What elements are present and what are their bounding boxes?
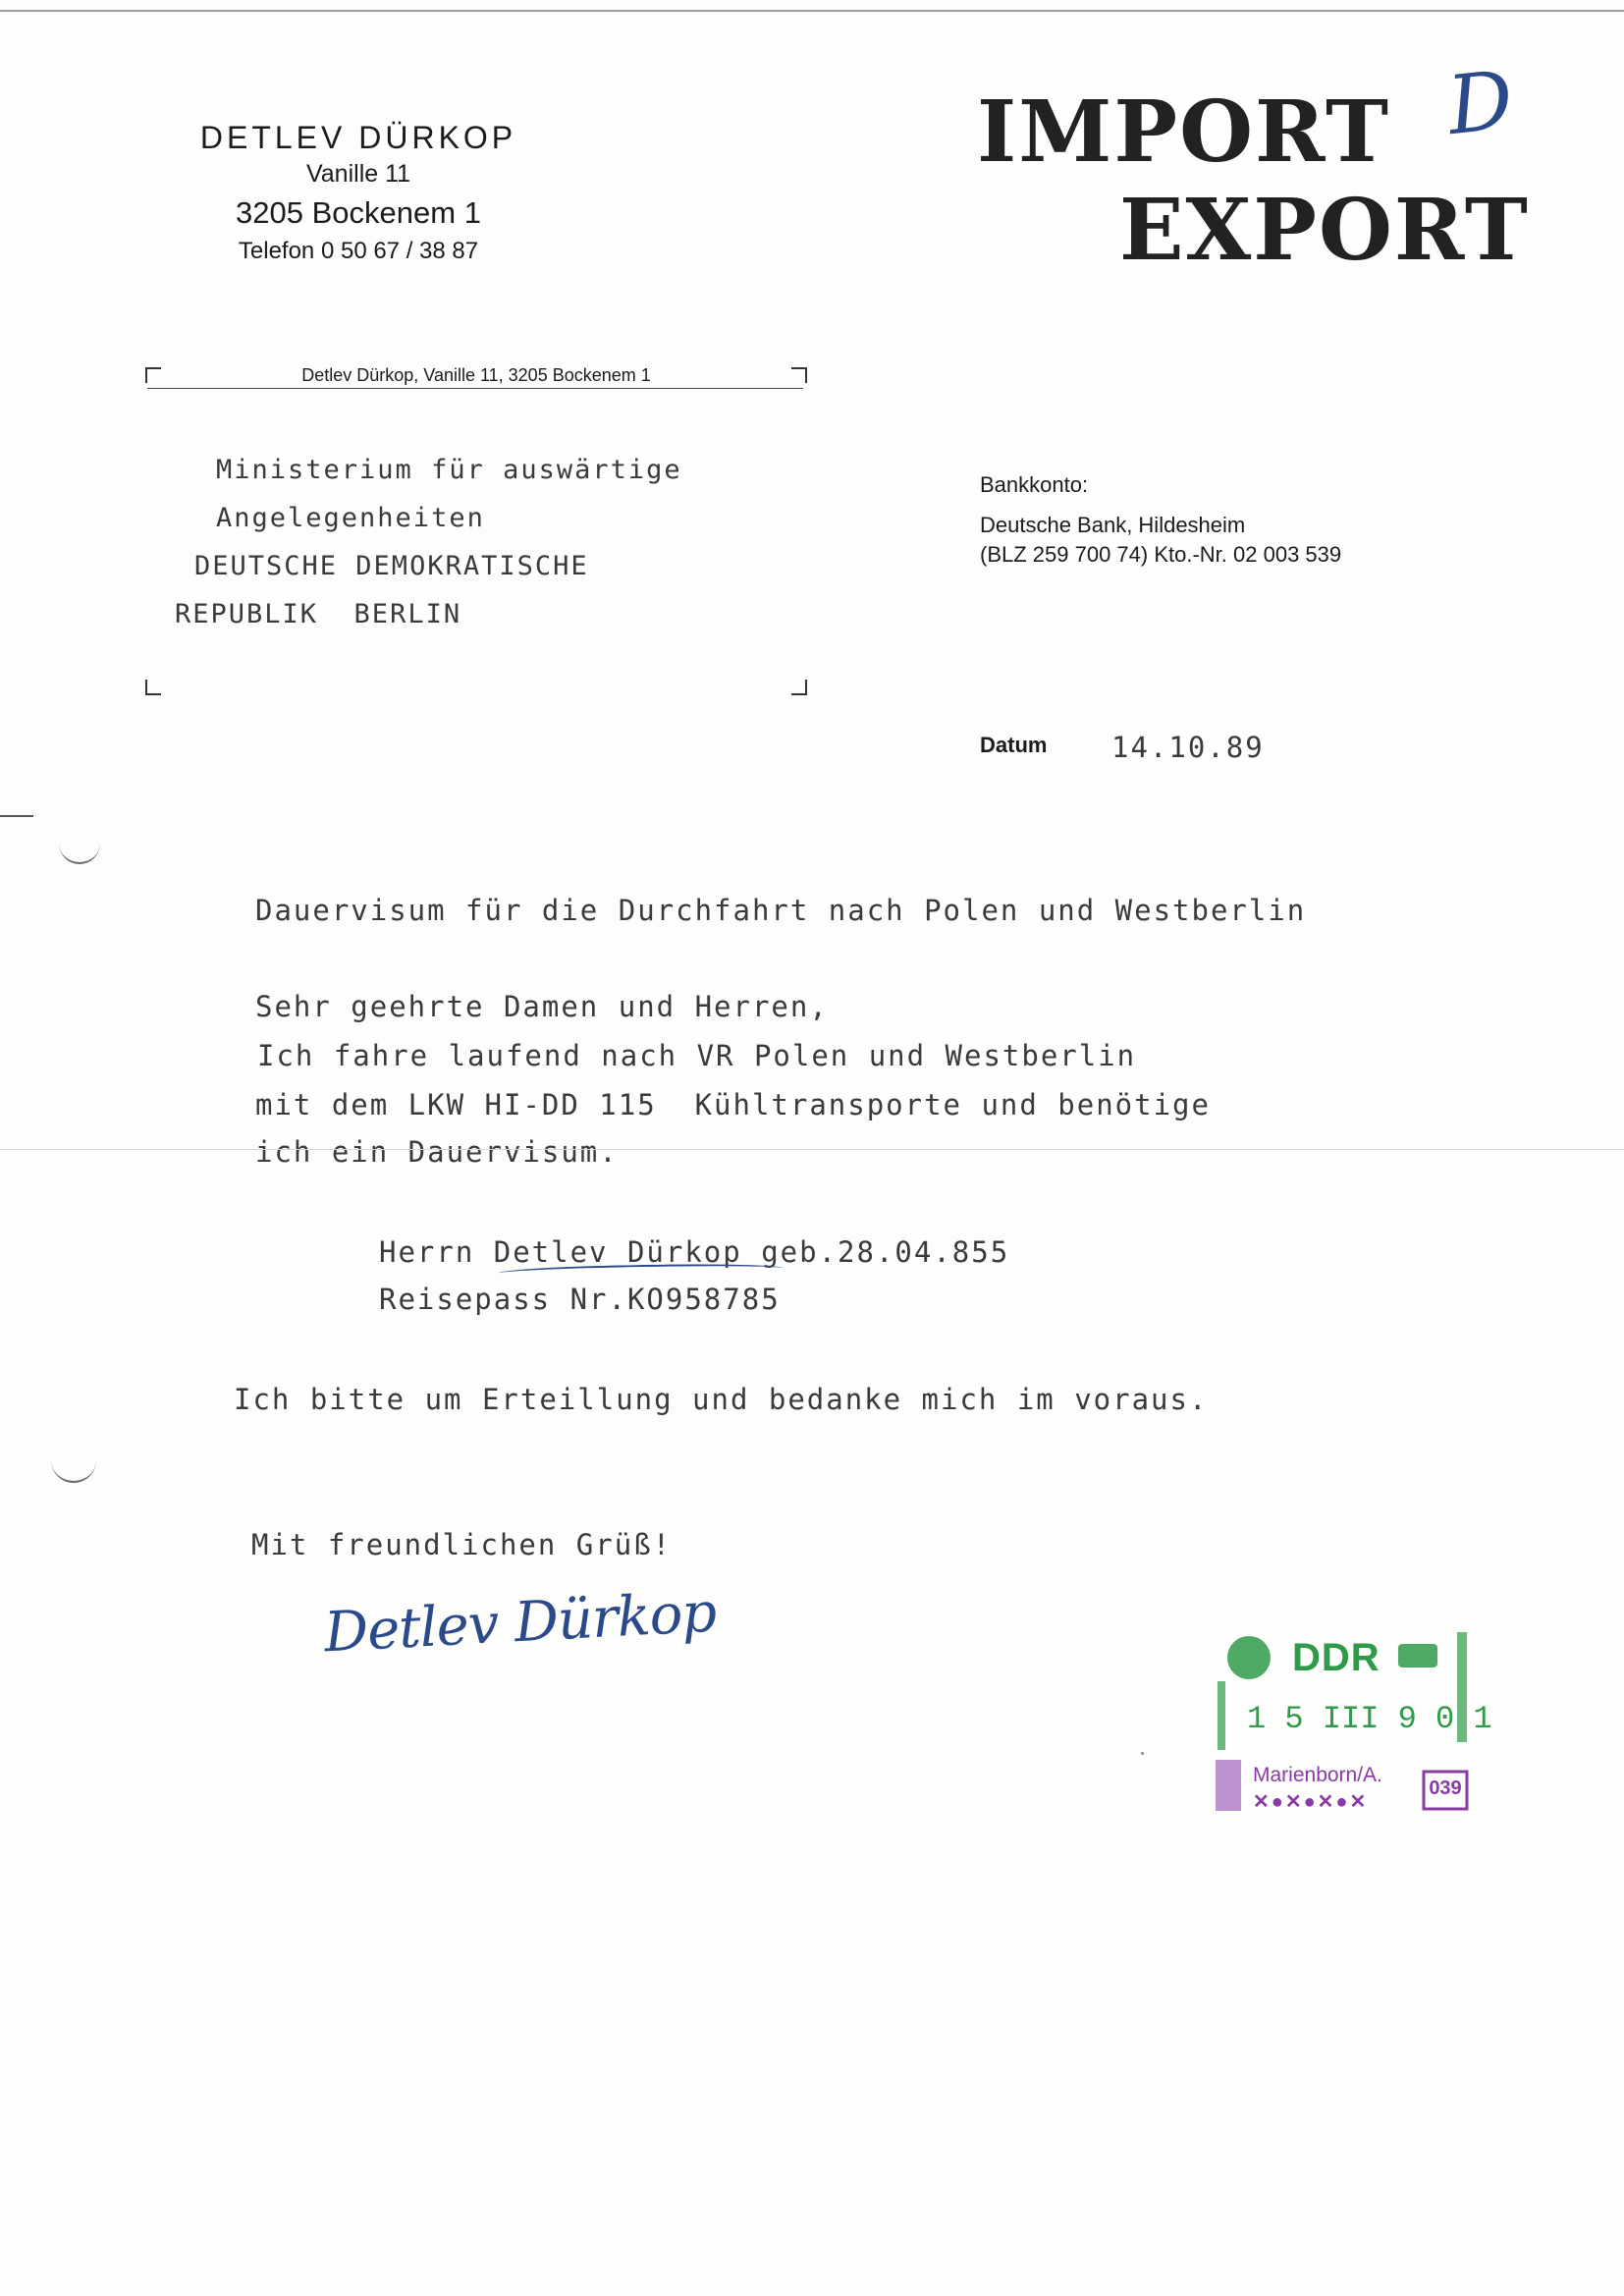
fold-mark — [0, 815, 33, 817]
passport-line: Reisepass Nr.KO958785 — [379, 1283, 781, 1316]
stamp-emblem — [1227, 1636, 1271, 1679]
sender-city: 3205 Bockenem 1 — [236, 195, 481, 230]
person-line: Herrn Detlev Dürkop geb.28.04.855 — [379, 1235, 1010, 1269]
letter-subject: Dauervisum für die Durchfahrt nach Polen und Westberlin — [255, 894, 1307, 927]
stamp-left-bar — [1218, 1681, 1225, 1750]
date-label: Datum — [980, 733, 1048, 757]
title-import: IMPORT — [977, 82, 1390, 182]
return-address-underline — [147, 388, 803, 389]
stamp-number: 039 — [1429, 1777, 1462, 1799]
body-line-1: Ich fahre laufend nach VR Polen und Westberlin — [257, 1039, 1137, 1072]
punch-hole-top — [59, 827, 100, 864]
closing: Mit freundlichen Grüß! — [251, 1528, 673, 1561]
recipient-line-1: Ministerium für auswärtige — [216, 455, 682, 485]
punch-hole-bottom — [51, 1446, 96, 1483]
sender-street: Vanille 11 — [305, 160, 411, 188]
stamp-pattern: ✕●✕●✕●✕ — [1253, 1791, 1369, 1813]
return-address: Detlev Dürkop, Vanille 11, 3205 Bockenem 1 — [301, 365, 651, 385]
title-export: EXPORT — [1119, 181, 1530, 280]
fold-crease — [0, 1149, 1624, 1150]
window-corner-bottom-left — [145, 680, 161, 695]
top-edge-line — [0, 10, 1624, 12]
window-corner-bottom-right — [791, 680, 807, 695]
date-value: 14.10.89 — [1111, 731, 1265, 764]
sender-name: DETLEV DÜRKOP — [199, 120, 517, 155]
stamp-country: DDR — [1292, 1636, 1380, 1679]
body-line-2: mit dem LKW HI-DD 115 Kühltransporte und benötige — [255, 1088, 1211, 1121]
recipient-line-2: Angelegenheiten — [216, 503, 485, 533]
body-line-3: ich ein Dauervisum. — [255, 1135, 619, 1169]
stamp-place: Marienborn/A. — [1253, 1764, 1382, 1786]
closing-request: Ich bitte um Erteillung und bedanke mich im voraus. — [234, 1383, 1209, 1416]
border-stamp — [1214, 1622, 1492, 1819]
bank-details: (BLZ 259 700 74) Kto.-Nr. 02 003 539 — [980, 542, 1342, 567]
stamp-ornament-left — [1216, 1760, 1241, 1811]
recipient-line-4: REPUBLIK BERLIN — [175, 599, 462, 629]
stamp-date-code: 1 5 III 9 0 1 — [1247, 1701, 1492, 1737]
signature: Detlev Dürkop — [322, 1580, 718, 1666]
sender-phone: Telefon 0 50 67 / 38 87 — [238, 238, 479, 264]
recipient-line-3: DEUTSCHE DEMOKRATISCHE — [194, 551, 589, 581]
bank-label: Bankkonto: — [980, 472, 1089, 497]
bank-name: Deutsche Bank, Hildesheim — [980, 513, 1246, 537]
handwritten-corner-mark: D — [1443, 53, 1518, 154]
stamp-vehicle-icon — [1398, 1644, 1437, 1667]
salutation: Sehr geehrte Damen und Herren, — [255, 990, 829, 1023]
speck — [1141, 1752, 1144, 1755]
